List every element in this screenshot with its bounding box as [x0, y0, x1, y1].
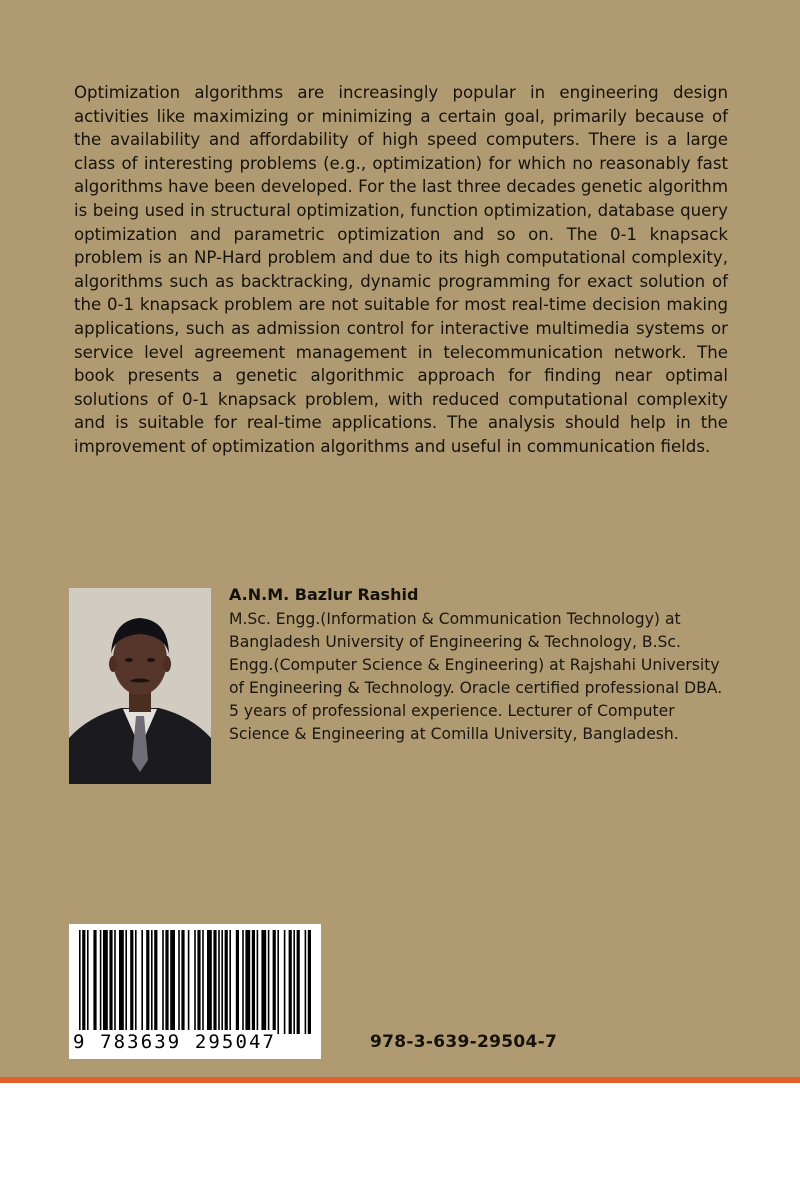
barcode-stripe — [268, 930, 270, 1034]
accent-line — [0, 1077, 800, 1083]
barcode-stripe — [297, 930, 300, 1034]
barcode-stripe — [225, 930, 228, 1034]
barcode-stripe — [197, 930, 200, 1034]
author-name: A.N.M. Bazlur Rashid — [229, 585, 419, 604]
barcode-stripe — [229, 930, 231, 1034]
barcode-stripe — [141, 930, 143, 1034]
barcode-stripe — [221, 930, 223, 1034]
barcode-stripe — [308, 930, 311, 1034]
barcode-stripe — [293, 930, 295, 1034]
barcode-stripe — [257, 930, 259, 1034]
barcode-stripe — [151, 930, 153, 1034]
barcode-stripe — [135, 930, 137, 1034]
barcode-stripe — [79, 930, 81, 1034]
author-bio: M.Sc. Engg.(Information & Communication Technology) at Bangladesh University of Engineering & Technology, B.Sc. Engg.(Computer Science & Engineering) at Rajshahi University of Engineering & Technology. Oracle certified professional DBA. 5 years of professional experience. Lecturer of Computer Science & Engineering at Comilla University, Bangladesh. — [229, 610, 723, 743]
barcode-stripe — [146, 930, 149, 1034]
barcode-stripe — [178, 930, 180, 1034]
barcode-stripe — [119, 930, 124, 1034]
barcode-stripe — [165, 930, 168, 1034]
barcode-stripe — [154, 930, 157, 1034]
barcode-stripe — [218, 930, 220, 1034]
barcode-stripe — [277, 930, 279, 1034]
barcode-stripe — [87, 930, 89, 1034]
barcode-stripe — [213, 930, 216, 1034]
barcode-stripe — [109, 930, 112, 1034]
barcode-stripe — [236, 930, 239, 1034]
barcode-digits: 9 783639 295047 — [73, 1031, 277, 1053]
barcode-stripe — [284, 930, 286, 1034]
barcode-stripe — [100, 930, 102, 1034]
barcode-stripe — [202, 930, 204, 1034]
barcode-stripe — [261, 930, 266, 1034]
barcode-stripe — [103, 930, 108, 1034]
barcode-stripe — [170, 930, 175, 1034]
barcode-stripe — [130, 930, 133, 1034]
barcode-stripe — [252, 930, 255, 1034]
barcode-stripe — [125, 930, 127, 1034]
barcode-bars — [79, 930, 311, 1034]
barcode-stripe — [242, 930, 244, 1034]
barcode-stripe — [194, 930, 196, 1034]
barcode — [69, 924, 321, 1059]
barcode-stripe — [181, 930, 184, 1034]
barcode-stripe — [305, 930, 307, 1034]
barcode-stripe — [245, 930, 250, 1034]
book-description: Optimization algorithms are increasingly popular in engineering design activities like maximizing or minimizing a certain goal, primarily because of the availability and affordability of high speed computers. There is a large class of interesting problems (e.g., optimization) for which no reasonably fast algorithms have been developed. For the last three decades genetic algorithm is being used in structural optimization, function optimization, database query optimization and parametric optimization and so on. The 0-1 knapsack problem is an NP-Hard problem and due to its high computational complexity, algorithms such as backtracking, dynamic programming for exact solution of the 0-1 knapsack problem are not suitable for most real-time decision making applications, such as admission control for interactive multimedia systems or service level agreement management in telecommunication network. The book presents a genetic algorithmic approach for finding near optimal solutions of 0-1 knapsack problem, with reduced computational complexity and is suitable for real-time applications. The analysis should help in the improvement of optimization algorithms and useful in communication fields. — [74, 83, 728, 456]
barcode-stripe — [207, 930, 212, 1034]
barcode-stripe — [289, 930, 292, 1034]
barcode-stripe — [93, 930, 96, 1034]
barcode-stripe — [188, 930, 190, 1034]
barcode-stripe — [114, 930, 116, 1034]
barcode-stripe — [82, 930, 85, 1034]
author-photo — [69, 588, 211, 784]
isbn-number: 978-3-639-29504-7 — [370, 1032, 558, 1052]
barcode-stripe — [273, 930, 276, 1034]
barcode-stripe — [162, 930, 164, 1034]
